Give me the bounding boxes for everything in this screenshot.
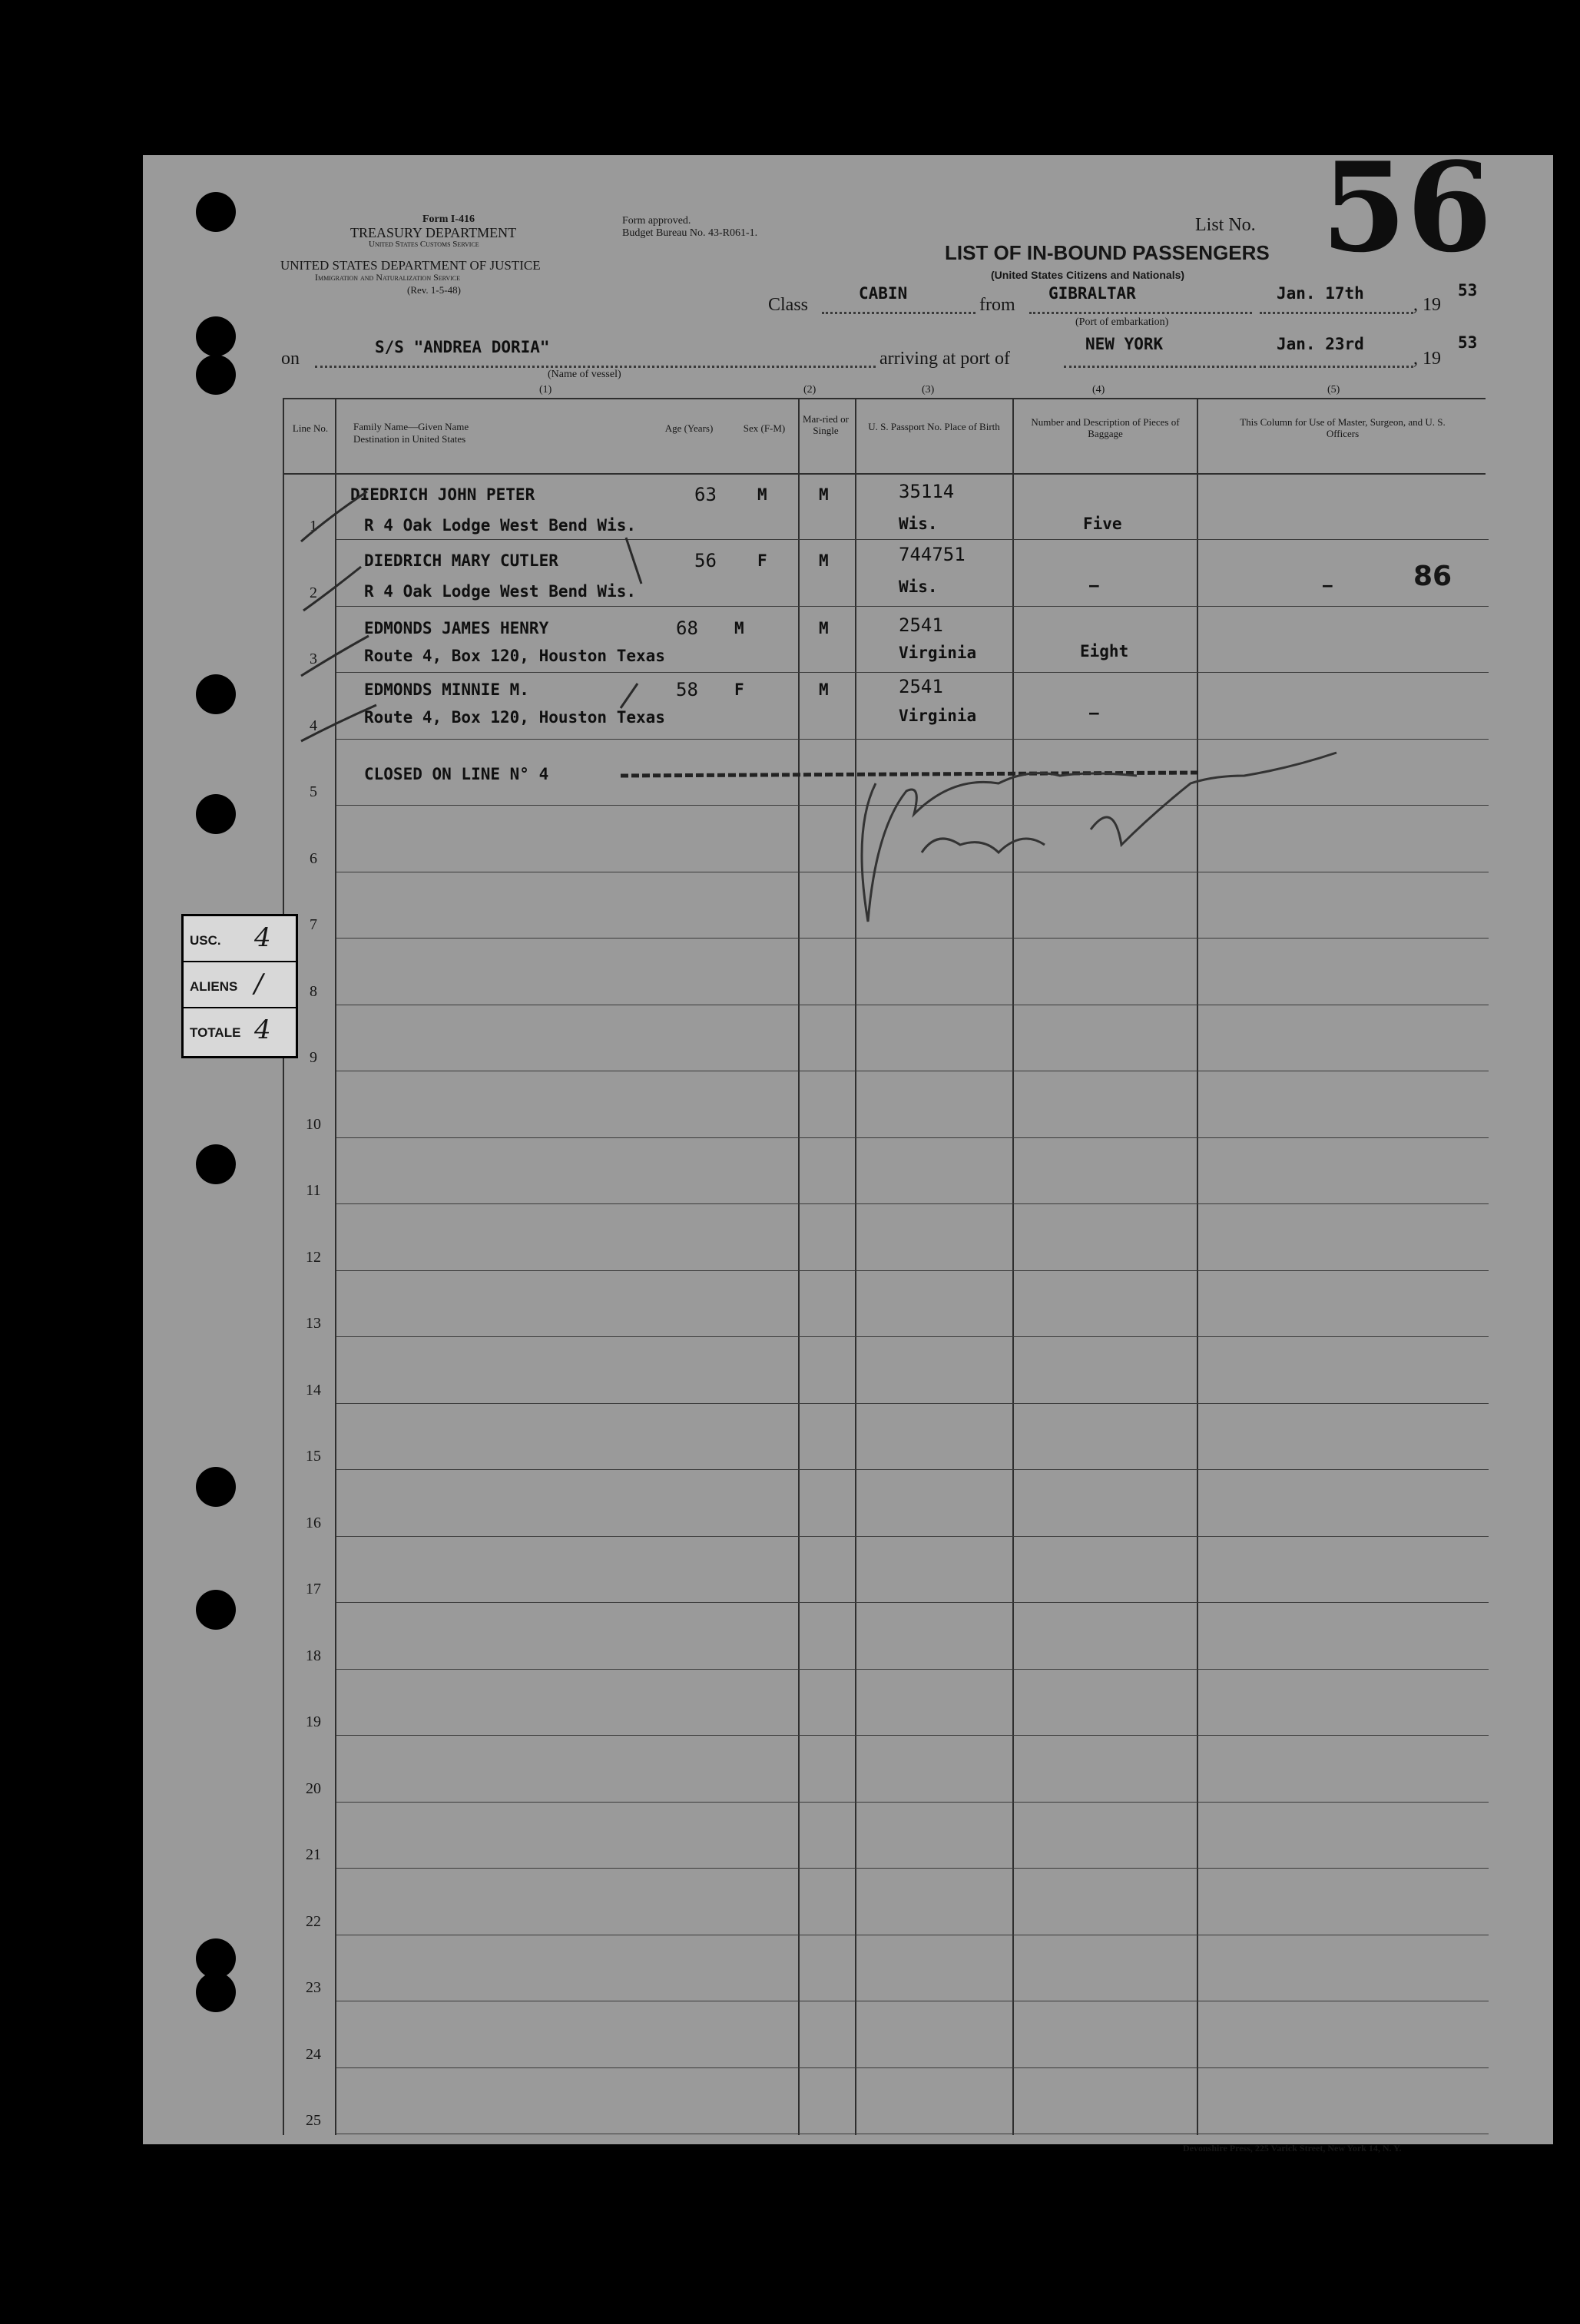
passenger-sex: F — [734, 680, 744, 699]
header-line: Line No. — [292, 422, 329, 434]
baggage: Eight — [1080, 642, 1129, 660]
from-value: GIBRALTAR — [1048, 284, 1136, 303]
line-number: 18 — [306, 1647, 321, 1664]
treasury-dept: TREASURY DEPARTMENT — [350, 225, 517, 240]
line-number: 21 — [306, 1846, 321, 1863]
place-of-birth: Virginia — [899, 644, 977, 662]
header-sex: Sex (F-M) — [743, 422, 786, 434]
line-number: 15 — [306, 1448, 321, 1465]
baggage: — — [1089, 576, 1099, 594]
header-age: Age (Years) — [664, 422, 714, 434]
on-label: on — [281, 349, 300, 369]
header-name: Family Name—Given Name — [353, 421, 469, 432]
form-approved: Form approved. — [622, 215, 691, 227]
tally-usc-label: USC. — [190, 933, 221, 948]
column-number: (3) — [922, 384, 935, 396]
tally-aliens-row — [184, 962, 296, 1008]
arrival-year-label: , 19 — [1413, 349, 1441, 369]
closed-on-line: CLOSED ON LINE N° 4 — [364, 765, 549, 783]
printer-imprint: Devonshire Press, 225 Varick Street, New York 14, N. Y. — [1183, 2143, 1402, 2154]
tally-total-label: TOTALE — [190, 1025, 241, 1040]
passenger-sex: M — [734, 619, 744, 637]
column-number: (2) — [803, 384, 816, 396]
passenger-destination: Route 4, Box 120, Houston Texas — [364, 708, 665, 727]
line-number: 16 — [306, 1515, 321, 1531]
baggage: Five — [1083, 515, 1122, 533]
passenger-age: 68 — [676, 617, 698, 639]
passport-number: 2541 — [899, 676, 943, 697]
customs-service: United States Customs Service — [369, 240, 479, 249]
passenger-destination: R 4 Oak Lodge West Bend Wis. — [364, 516, 637, 535]
header-married: Mar-ried or Single — [802, 413, 850, 436]
line-number: 10 — [306, 1116, 321, 1133]
passenger-sex: M — [757, 485, 767, 504]
tally-usc-row — [184, 916, 296, 962]
column-number: (5) — [1327, 384, 1340, 396]
depart-year-label: , 19 — [1413, 295, 1441, 315]
passenger-name: DIEDRICH JOHN PETER — [350, 485, 535, 504]
depart-year: 53 — [1458, 281, 1478, 300]
justice-dept: UNITED STATES DEPARTMENT OF JUSTICE — [280, 258, 541, 273]
passenger-married: M — [819, 485, 829, 504]
line-number: 24 — [306, 2046, 321, 2063]
ins-service: Immigration and Naturalization Service — [315, 272, 461, 283]
form-number: Form I-416 — [422, 214, 475, 225]
inspector-signature — [862, 753, 1337, 922]
line-number: 20 — [306, 1780, 321, 1797]
passenger-age: 56 — [694, 550, 717, 571]
passport-number: 744751 — [899, 544, 966, 565]
passenger-name: EDMONDS MINNIE M. — [364, 680, 529, 699]
tally-box — [181, 914, 298, 1058]
column-number: (4) — [1092, 384, 1105, 396]
line-number: 19 — [306, 1713, 321, 1730]
list-title: LIST OF IN-BOUND PASSENGERS — [945, 241, 1270, 264]
officer-note: 86 — [1413, 561, 1452, 592]
place-of-birth: Wis. — [899, 578, 938, 596]
list-subtitle: (United States Citizens and Nationals) — [991, 269, 1185, 281]
line-number: 3 — [310, 651, 317, 667]
line-number: 8 — [310, 983, 317, 1000]
class-label: Class — [768, 295, 809, 315]
line-number: 22 — [306, 1913, 321, 1930]
tally-aliens-value: / — [254, 968, 263, 999]
passenger-married: M — [819, 619, 829, 637]
place-of-birth: Wis. — [899, 515, 938, 533]
passenger-name: EDMONDS JAMES HENRY — [364, 619, 549, 637]
passport-number: 35114 — [899, 481, 955, 502]
port-embark-caption: (Port of embarkation) — [1075, 316, 1169, 328]
header-baggage: Number and Description of Pieces of Baggage — [1031, 416, 1180, 439]
list-no-label: List No. — [1195, 215, 1256, 235]
checkmark-icon — [301, 492, 641, 741]
from-label: from — [979, 295, 1015, 315]
passenger-married: M — [819, 680, 829, 699]
line-number: 23 — [306, 1979, 321, 1996]
passenger-destination: R 4 Oak Lodge West Bend Wis. — [364, 582, 637, 601]
header-destination: Destination in United States — [353, 433, 466, 445]
budget-bureau: Budget Bureau No. 43-R061-1. — [622, 227, 758, 239]
line-number: 5 — [310, 783, 317, 800]
passenger-age: 63 — [694, 484, 717, 505]
baggage: — — [1089, 703, 1099, 722]
tally-total-value: 4 — [254, 1015, 271, 1045]
list-number: 56 — [1321, 135, 1492, 280]
place-of-birth: Virginia — [899, 707, 977, 725]
header-passport: U. S. Passport No. Place of Birth — [868, 421, 1000, 432]
line-number: 13 — [306, 1315, 321, 1332]
line-number: 25 — [306, 2112, 321, 2129]
header-officers: This Column for Use of Master, Surgeon, and U. S. Officers — [1240, 416, 1446, 439]
passenger-sex: F — [757, 551, 767, 570]
depart-date: Jan. 17th — [1277, 284, 1364, 303]
tally-aliens-label: ALIENS — [190, 979, 238, 994]
vessel-name: S/S "ANDREA DORIA" — [375, 338, 550, 356]
arriving-label: arriving at port of — [879, 349, 1010, 369]
line-number: 6 — [310, 850, 317, 867]
vessel-caption: (Name of vessel) — [548, 369, 621, 380]
passport-number: 2541 — [899, 614, 943, 636]
tally-usc-value: 4 — [254, 922, 271, 953]
arrival-port: NEW YORK — [1085, 335, 1164, 353]
tally-total-row — [184, 1008, 296, 1056]
revision: (Rev. 1-5-48) — [407, 284, 461, 296]
passenger-age: 58 — [676, 679, 698, 700]
passenger-married: M — [819, 551, 829, 570]
arrival-year: 53 — [1458, 333, 1478, 352]
line-number: 2 — [310, 584, 317, 601]
line-number: 1 — [310, 518, 317, 535]
line-number: 4 — [310, 717, 317, 734]
line-number: 9 — [310, 1049, 317, 1066]
line-number: 7 — [310, 916, 317, 933]
line-number: 11 — [306, 1182, 321, 1199]
class-value: CABIN — [859, 284, 908, 303]
arrival-date: Jan. 23rd — [1277, 335, 1364, 353]
officer-dash: — — [1323, 576, 1333, 594]
line-number: 12 — [306, 1249, 321, 1266]
passenger-destination: Route 4, Box 120, Houston Texas — [364, 647, 665, 665]
line-number: 14 — [306, 1382, 321, 1399]
column-number: (1) — [539, 384, 552, 396]
line-number: 17 — [306, 1581, 321, 1597]
passenger-name: DIEDRICH MARY CUTLER — [364, 551, 558, 570]
